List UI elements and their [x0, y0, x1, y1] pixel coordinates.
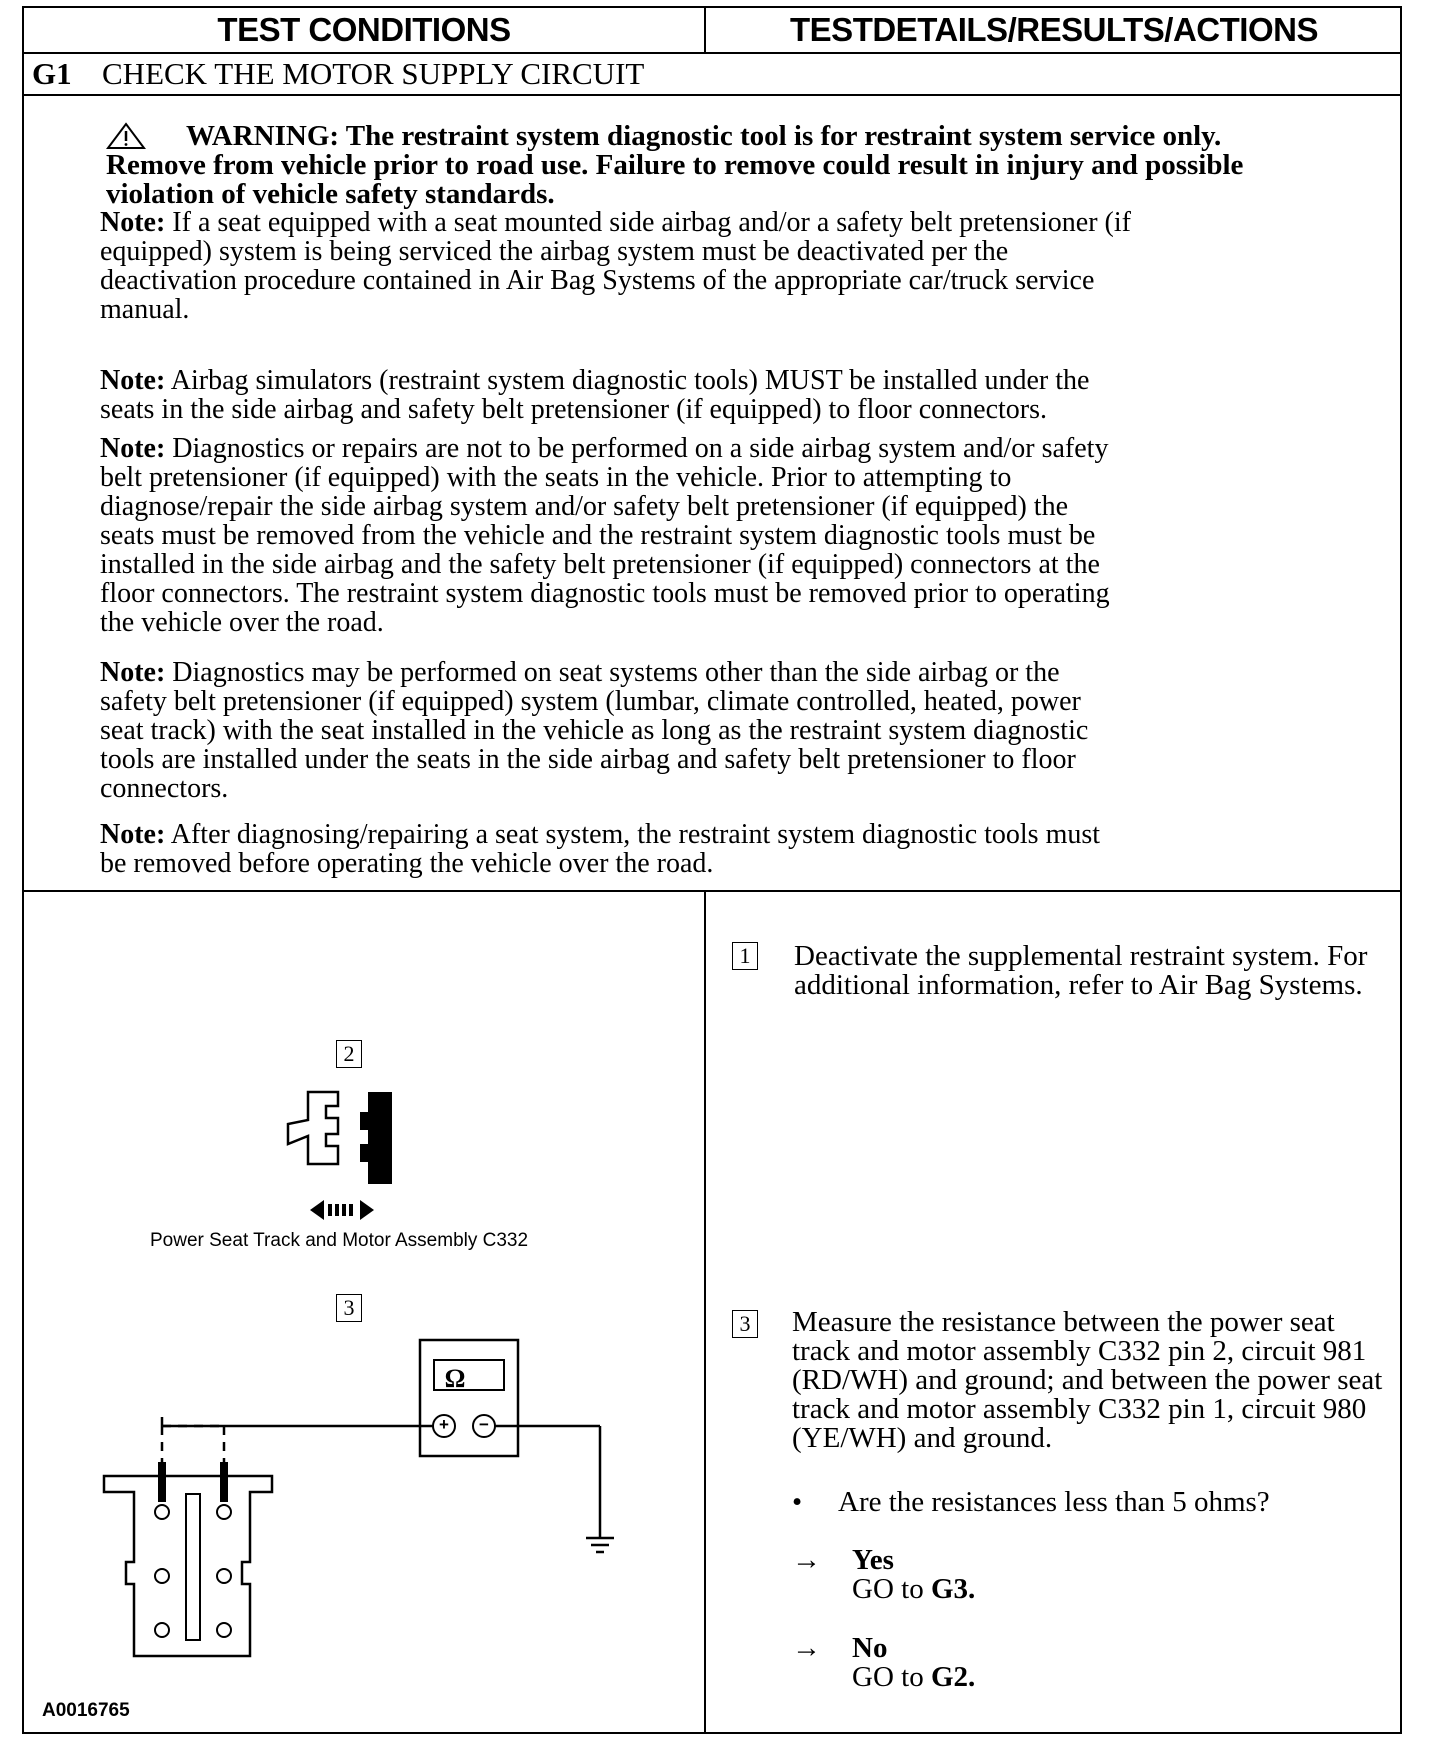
note-label: Note:	[100, 819, 166, 850]
diagnostic-table	[22, 6, 1402, 1734]
note-text: Airbag simulators (restraint system diagnostic tools) MUST be installed under the	[170, 365, 1090, 396]
note-label: Note:	[100, 433, 166, 464]
result-no-action: GO to	[852, 1661, 931, 1693]
note-text: After diagnosing/repairing a seat system, the restraint system diagnostic tools must	[170, 819, 1101, 850]
meter-ohm-symbol: Ω	[444, 1364, 466, 1393]
warning-line-3: violation of vehicle safety standards.	[106, 178, 555, 210]
note-text: seats in the side airbag and safety belt pretensioner (if equipped) to floor connectors.	[100, 394, 1048, 425]
note-text: Diagnostics may be performed on seat systems other than the side airbag or the	[172, 657, 1060, 688]
header-test-details: TESTDETAILS/RESULTS/ACTIONS	[706, 8, 1402, 54]
result-no	[792, 1634, 975, 1692]
note-label: Note:	[100, 207, 166, 238]
note-4	[100, 658, 1250, 803]
action-text-line: track and motor assembly C332 pin 1, circuit 980	[792, 1393, 1367, 1425]
note-text: seat track) with the seat installed in the vehicle as long as the restraint system diagnostic	[100, 715, 1089, 746]
meter-plus-terminal: +	[439, 1415, 449, 1434]
action-step-3-text	[792, 1308, 1382, 1453]
action-step-3-box: 3	[732, 1310, 758, 1338]
figure-reference-id: A0016765	[42, 1700, 130, 1721]
warning-line-2: Remove from vehicle prior to road use. Failure to remove could result in injury and possible	[106, 149, 1244, 181]
connector-c332-icon	[274, 1084, 454, 1224]
note-label: Note:	[100, 365, 166, 396]
question-text: Are the resistances less than 5 ohms?	[838, 1486, 1270, 1518]
result-yes-target: G3.	[930, 1573, 976, 1605]
arrow-right-icon: →	[792, 1632, 821, 1664]
action-text-line: Measure the resistance between the power seat	[792, 1306, 1335, 1338]
header-test-conditions: TEST CONDITIONS	[24, 8, 706, 54]
note-text: deactivation procedure contained in Air Bag Systems of the appropriate car/truck service	[100, 265, 1095, 296]
action-text-line: track and motor assembly C332 pin 2, circuit 981	[792, 1335, 1367, 1367]
warning-triangle-icon	[106, 122, 146, 150]
arrow-right-icon: →	[792, 1544, 821, 1576]
step-id: G1	[32, 56, 72, 91]
note-text: seats must be removed from the vehicle and the restraint system diagnostic tools must be	[100, 520, 1096, 551]
note-text: manual.	[100, 294, 190, 325]
result-yes	[792, 1546, 975, 1604]
figure-step-2-box: 2	[336, 1040, 362, 1068]
result-no-label: No	[852, 1632, 888, 1664]
action-step-1-text	[794, 942, 1367, 1000]
action-text-line: (YE/WH) and ground.	[792, 1422, 1053, 1454]
figure-caption: Power Seat Track and Motor Assembly C332	[150, 1230, 529, 1251]
actions-column	[706, 892, 1402, 1734]
note-text: belt pretensioner (if equipped) with the seats in the vehicle. Prior to attempting to	[100, 462, 1012, 493]
note-text: If a seat equipped with a seat mounted side airbag and/or a safety belt pretensioner (if	[172, 207, 1131, 238]
action-text-line: Deactivate the supplemental restraint system. For	[794, 940, 1368, 972]
note-text: equipped) system is being serviced the airbag system must be deactivated per the	[100, 236, 1009, 267]
note-2	[100, 366, 1250, 424]
meter-minus-terminal: −	[479, 1415, 489, 1434]
note-1	[100, 208, 1250, 324]
note-text: tools are installed under the seats in the side airbag and safety belt pretensioner to floor	[100, 744, 1076, 775]
note-text: be removed before operating the vehicle over the road.	[100, 848, 714, 879]
note-text: safety belt pretensioner (if equipped) system (lumbar, climate controlled, heated, power	[100, 686, 1081, 717]
note-text: Diagnostics or repairs are not to be performed on a side airbag system and/or safety	[172, 433, 1109, 464]
figure-column	[24, 892, 706, 1734]
note-3	[100, 434, 1250, 637]
note-5	[100, 820, 1250, 878]
note-text: installed in the side airbag and the safety belt pretensioner (if equipped) connectors at the	[100, 549, 1100, 580]
step-title-row	[24, 54, 1400, 96]
result-yes-label: Yes	[852, 1544, 894, 1576]
note-label: Note:	[100, 657, 166, 688]
warning-line-1: WARNING: The restraint system diagnostic tool is for restraint system service only.	[186, 120, 1222, 152]
note-text: the vehicle over the road.	[100, 607, 384, 638]
resistance-measurement-diagram	[64, 1332, 664, 1702]
action-question	[792, 1488, 1270, 1517]
result-no-target: G2.	[930, 1661, 976, 1693]
result-yes-action: GO to	[852, 1573, 931, 1605]
note-text: floor connectors. The restraint system diagnostic tools must be removed prior to operating	[100, 578, 1110, 609]
warning-block	[106, 122, 1346, 209]
figure-step-3-box: 3	[336, 1294, 362, 1322]
bullet-icon: •	[792, 1486, 803, 1518]
notes-section	[24, 96, 1400, 892]
action-text-line: additional information, refer to Air Bag Systems.	[794, 969, 1363, 1001]
action-text-line: (RD/WH) and ground; and between the power seat	[792, 1364, 1383, 1396]
step-title: CHECK THE MOTOR SUPPLY CIRCUIT	[102, 56, 645, 91]
action-step-1-box: 1	[732, 942, 758, 970]
note-text: connectors.	[100, 773, 229, 804]
note-text: diagnose/repair the side airbag system and/or safety belt pretensioner (if equipped) the	[100, 491, 1068, 522]
